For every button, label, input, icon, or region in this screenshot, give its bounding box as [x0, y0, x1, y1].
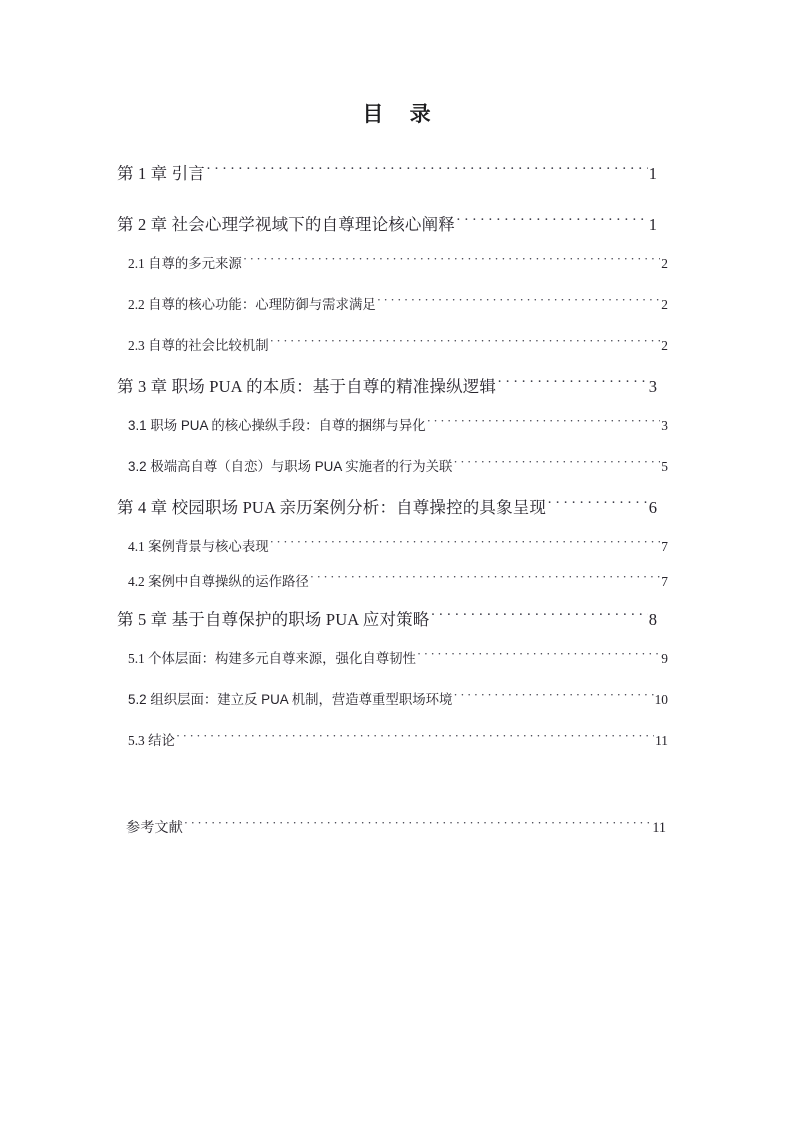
spacer [117, 440, 657, 456]
dot-leader [243, 255, 660, 268]
toc-entry-page: 9 [661, 651, 668, 666]
toc-entry-page: 2 [661, 338, 668, 353]
toc-entry-page: 6 [648, 498, 657, 517]
dot-leader [456, 214, 648, 231]
toc-entry-page: 11 [652, 820, 666, 836]
toc-entry-section-2-2[interactable] [128, 294, 668, 319]
toc-entry-label: 参考文献 [126, 820, 183, 836]
toc-entry-section-5-1[interactable] [128, 648, 668, 673]
toc-entry-label: 2.1 自尊的多元来源 [128, 256, 242, 271]
toc-entry-page: 1 [648, 215, 657, 234]
dot-leader [270, 337, 661, 350]
toc-entry-chapter-4[interactable] [117, 494, 657, 523]
toc-entry-page: 3 [661, 418, 668, 433]
spacer [117, 189, 657, 211]
dot-leader [453, 458, 660, 471]
dot-leader [427, 417, 661, 430]
toc-entry-chapter-3[interactable] [117, 373, 657, 402]
toc-entry-label: 3.1 职场 PUA 的核心操纵手段：自尊的捆绑与异化 [128, 418, 426, 433]
spacer [117, 360, 657, 373]
toc-entry-label: 2.3 自尊的社会比较机制 [128, 338, 269, 353]
toc-entry-section-3-1[interactable] [128, 415, 668, 440]
toc-entry-page: 3 [648, 377, 657, 396]
toc-entry-section-2-3[interactable] [128, 335, 668, 360]
dot-leader [417, 650, 660, 663]
dot-leader [547, 497, 648, 514]
dot-leader [497, 376, 648, 393]
toc-entry-page: 10 [654, 692, 668, 707]
toc-entry-chapter-1[interactable] [117, 160, 657, 189]
toc-entry-label: 第 4 章 校园职场 PUA 亲历案例分析：自尊操控的具象呈现 [117, 498, 547, 517]
dot-leader [184, 818, 652, 832]
dot-leader [377, 296, 661, 309]
toc-entry-label: 5.3 结论 [128, 733, 175, 748]
toc-entry-section-4-2[interactable] [128, 571, 668, 596]
toc-entry-page: 1 [648, 164, 657, 183]
toc-entry-section-2-1[interactable] [128, 253, 668, 278]
toc-entry-label: 第 1 章 引言 [117, 164, 205, 183]
toc-entry-section-3-2[interactable] [128, 456, 668, 481]
spacer [117, 240, 657, 253]
dot-leader [206, 163, 648, 180]
spacer [117, 561, 657, 571]
dot-leader [310, 573, 661, 586]
toc-entry-label: 3.2 极端高自尊（自恋）与职场 PUA 实施者的行为关联 [128, 459, 453, 474]
toc-entry-label: 第 2 章 社会心理学视域下的自尊理论核心阐释 [117, 215, 455, 234]
toc-entry-page: 8 [648, 610, 657, 629]
toc-entry-section-5-2[interactable] [128, 689, 668, 714]
dot-leader [430, 609, 647, 626]
toc-entry-label: 第 5 章 基于自尊保护的职场 PUA 应对策略 [117, 610, 430, 629]
spacer [117, 714, 657, 730]
spacer [117, 635, 657, 648]
toc-entry-label: 2.2 自尊的核心功能：心理防御与需求满足 [128, 297, 376, 312]
spacer [117, 596, 657, 606]
spacer [117, 523, 657, 536]
toc-entry-label: 4.2 案例中自尊操纵的运作路径 [128, 574, 309, 589]
toc-entry-label: 5.1 个体层面：构建多元自尊来源，强化自尊韧性 [128, 651, 416, 666]
spacer [117, 673, 657, 689]
toc-entry-label: 5.2 组织层面：建立反 PUA 机制，营造尊重型职场环境 [128, 692, 453, 707]
toc-entry-label: 4.1 案例背景与核心表现 [128, 539, 269, 554]
page-title: 目 录 [362, 102, 442, 126]
toc-entry-section-5-3[interactable] [128, 730, 668, 755]
toc-entry-page: 2 [661, 297, 668, 312]
spacer [117, 755, 657, 817]
toc-entry-chapter-5[interactable] [117, 606, 657, 635]
toc-entry-page: 7 [661, 574, 668, 589]
spacer [117, 278, 657, 294]
spacer [117, 481, 657, 494]
dot-leader [176, 732, 654, 745]
spacer [117, 402, 657, 415]
toc-entry-label: 第 3 章 职场 PUA 的本质：基于自尊的精准操纵逻辑 [117, 377, 497, 396]
dot-leader [453, 691, 653, 704]
toc-entry-references[interactable] [126, 817, 666, 843]
toc-entry-chapter-2[interactable] [117, 211, 657, 240]
toc-entry-section-4-1[interactable] [128, 536, 668, 561]
dot-leader [270, 538, 661, 551]
spacer [117, 319, 657, 335]
toc-entry-page: 5 [661, 459, 668, 474]
toc-list [117, 160, 668, 843]
toc-entry-page: 11 [655, 733, 668, 748]
toc-entry-page: 2 [661, 256, 668, 271]
toc-entry-page: 7 [661, 539, 668, 554]
